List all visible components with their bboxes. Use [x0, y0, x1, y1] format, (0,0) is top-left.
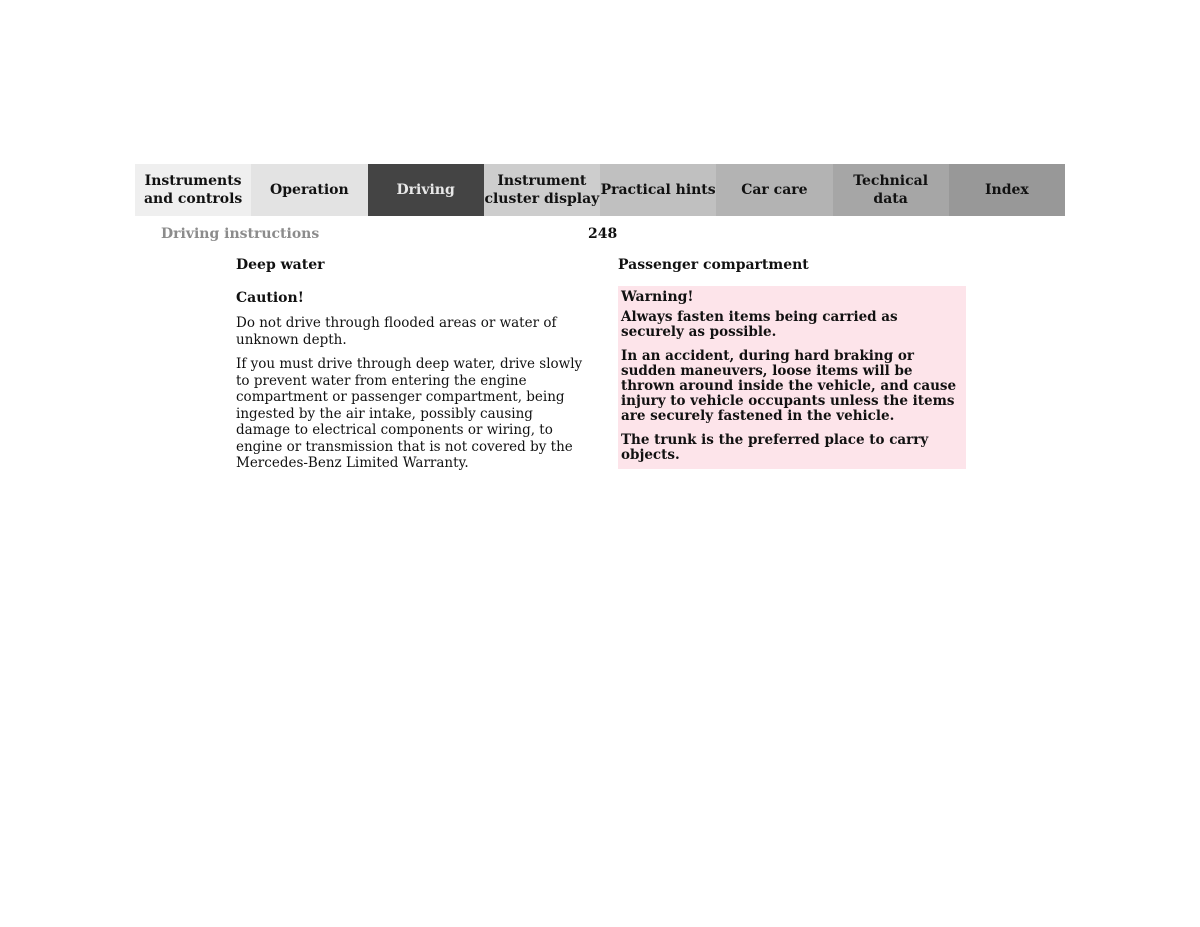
tab-practical-hints[interactable]: Practical hints: [600, 164, 716, 216]
page-number: 248: [588, 226, 618, 242]
chapter-tabs: [135, 164, 1065, 216]
caution-label: Caution!: [236, 290, 304, 306]
tab-index[interactable]: Index: [949, 164, 1065, 216]
warning-title: Warning!: [621, 289, 694, 305]
tab-car-care[interactable]: Car care: [716, 164, 832, 216]
caution-paragraph: Do not drive through flooded areas or water of unknown depth.: [236, 315, 557, 348]
tab-instruments-and-controls[interactable]: Instruments and controls: [135, 164, 251, 216]
right-column: [618, 256, 966, 469]
warning-paragraph: In an accident, during hard braking or sudden maneuvers, loose items will be thrown around inside the vehicle, and cause injury to vehicle occupants unless the items are securely fastened in the vehicle.: [621, 348, 957, 424]
warning-box: [618, 286, 966, 469]
warning-paragraph: The trunk is the preferred place to carry objects.: [621, 432, 929, 463]
section-title: Driving instructions: [161, 226, 320, 242]
passenger-compartment-heading: Passenger compartment: [618, 257, 809, 273]
tab-driving[interactable]: Driving: [368, 164, 484, 216]
deep-water-paragraph: If you must drive through deep water, drive slowly to prevent water from entering the engine compartment or passenger compartment, being ingested by the air intake, possibly causing damage to electrical components or wiring, to engine or transmission that is not covered by the Mercedes-Benz Limited Warranty.: [236, 356, 583, 471]
tab-operation[interactable]: Operation: [251, 164, 367, 216]
tab-technical-data[interactable]: Technical data: [833, 164, 949, 216]
deep-water-heading: Deep water: [236, 257, 325, 273]
warning-paragraph: Always fasten items being carried as securely as possible.: [621, 309, 898, 340]
tab-instrument-cluster-display[interactable]: Instrument cluster display: [484, 164, 600, 216]
left-column: [236, 256, 586, 480]
